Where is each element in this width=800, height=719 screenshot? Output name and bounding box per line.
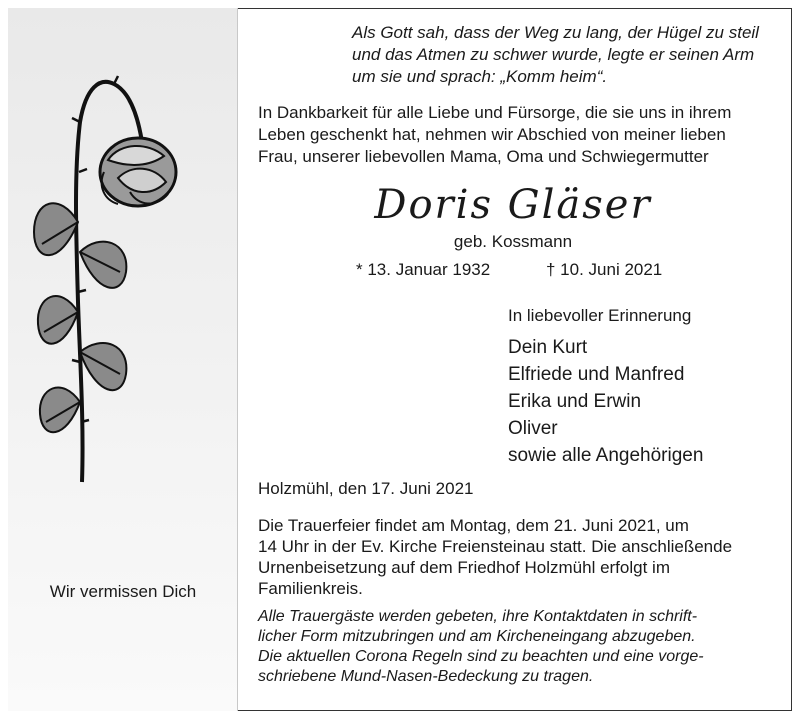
service-line: 14 Uhr in der Ev. Kirche Freiensteinau statt. Die anschließende [258, 537, 733, 556]
family-member: Elfriede und Manfred [508, 364, 685, 385]
service-line: Die Trauerfeier findet am Montag, dem 21. Juni 2021, um [258, 516, 689, 535]
family-member: Dein Kurt [508, 337, 588, 358]
service-info [258, 515, 768, 599]
deceased-name: Doris Gläser [374, 182, 652, 228]
thanks-line: Leben geschenkt hat, nehmen wir Abschied von meiner lieben [258, 125, 726, 144]
family-member: Erika und Erwin [508, 391, 642, 412]
service-line: Urnenbeisetzung auf dem Friedhof Holzmühl erfolgt im [258, 558, 670, 577]
birth-name: geb. Kossmann [453, 232, 573, 251]
notice-line: Alle Trauergäste werden gebeten, ihre Kontaktdaten in schrift- [258, 608, 698, 625]
corona-notice [258, 607, 768, 687]
thanks-line: Frau, unserer liebevollen Mama, Oma und Schwiegermutter [258, 147, 709, 166]
thanks-block [258, 102, 768, 168]
notice-line: Die aktuellen Corona Regeln sind zu beachten und eine vorge- [258, 648, 704, 665]
life-dates [258, 260, 768, 284]
birth-date: * 13. Januar 1932 [356, 260, 491, 279]
place-date: Holzmühl, den 17. Juni 2021 [258, 479, 474, 498]
service-line: Familienkreis. [258, 579, 363, 598]
quote-block [352, 22, 768, 88]
wilted-rose-icon [30, 62, 200, 492]
side-caption: Wir vermissen Dich [49, 582, 197, 601]
thanks-line: In Dankbarkeit für alle Liebe und Fürsorge, die sie uns in ihrem [258, 103, 732, 122]
notice-line: licher Form mitzubringen und am Kircheneingang abzugeben. [258, 628, 696, 645]
family-member: Oliver [508, 418, 558, 439]
notice-body [258, 22, 768, 687]
family-list [508, 334, 768, 469]
notice-line: schriebene Mund-Nasen-Bedeckung zu tragen. [258, 668, 594, 685]
memory-label: In liebevoller Erinnerung [508, 306, 692, 325]
quote-line: um sie und sprach: „Komm heim“. [352, 67, 608, 86]
quote-line: und das Atmen zu schwer wurde, legte er seinen Arm [352, 45, 755, 64]
quote-line: Als Gott sah, dass der Weg zu lang, der Hügel zu steil [352, 23, 759, 42]
family-member: sowie alle Angehörigen [508, 445, 704, 466]
death-date: † 10. Juni 2021 [546, 260, 663, 279]
